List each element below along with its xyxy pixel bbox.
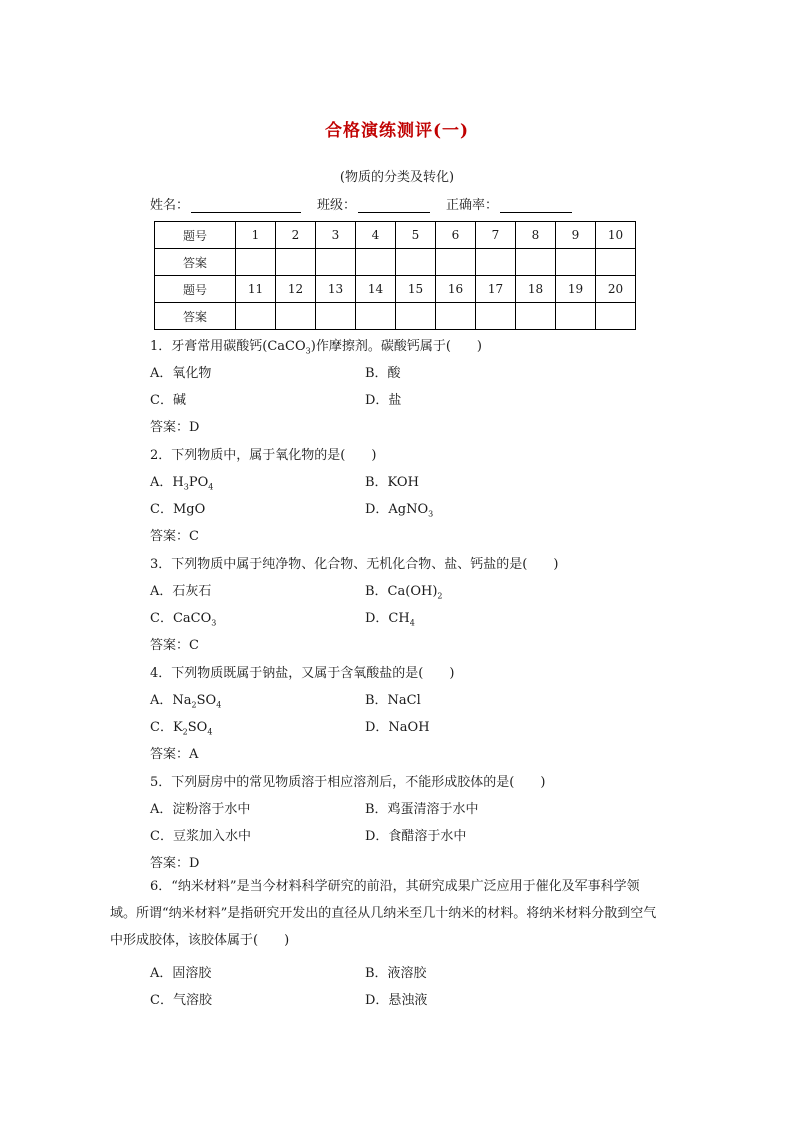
question-2-option-d: D．AgNO$_3$ xyxy=(365,502,434,519)
question-number: 16 xyxy=(436,276,476,303)
question-number: 7 xyxy=(476,222,516,249)
question-3-option-c: C．CaCO$_3$ xyxy=(150,611,217,628)
question-3-option-b: B．$Ca(OH)_2$ xyxy=(365,584,443,601)
question-4-option-a: A．$Na_2SO_4$ xyxy=(150,693,222,710)
student-info-row xyxy=(150,194,588,213)
answer-cell[interactable] xyxy=(356,249,396,276)
page-title: 合格演练测评(一) xyxy=(324,121,470,141)
answer-cell[interactable] xyxy=(596,249,636,276)
question-5-option-d: D．食醋溶于水中 xyxy=(365,829,467,844)
question-6-option-c: C．气溶胶 xyxy=(150,993,212,1008)
answer-cell[interactable] xyxy=(276,249,316,276)
question-number: 14 xyxy=(356,276,396,303)
answer-cell[interactable] xyxy=(316,249,356,276)
question-3-stem: 3．下列物质中属于纯净物、化合物、无机化合物、盐、钙盐的是( ) xyxy=(150,557,559,572)
answer-cell[interactable] xyxy=(396,249,436,276)
question-6-option-a: A．固溶胶 xyxy=(150,966,212,981)
question-number: 18 xyxy=(516,276,556,303)
question-5-stem: 5．下列厨房中的常见物质溶于相应溶剂后，不能形成胶体的是( ) xyxy=(150,775,546,790)
accuracy-label: 正确率： xyxy=(446,198,499,213)
question-number: 9 xyxy=(556,222,596,249)
answer-cell[interactable] xyxy=(476,303,516,330)
question-6-stem: 6．“纳米材料”是当今材料科学研究的前沿，其研究成果广泛应用于催化及军事科学领域。所谓“纳米材料”是指研究开发出的直径从几纳米至几十纳米的材料。将纳米材料分散到空气中形成胶体，该胶体属于( ) xyxy=(110,879,657,948)
question-5-option-a: A．淀粉溶于水中 xyxy=(150,802,251,817)
question-2-stem: 2．下列物质中，属于氧化物的是( ) xyxy=(150,448,377,463)
question-number: 8 xyxy=(516,222,556,249)
answer-cell[interactable] xyxy=(436,303,476,330)
question-number: 15 xyxy=(396,276,436,303)
question-4-option-b: B．NaCl xyxy=(365,693,421,708)
answer-cell[interactable] xyxy=(596,303,636,330)
page-subtitle: (物质的分类及转化) xyxy=(339,170,455,185)
question-number: 2 xyxy=(276,222,316,249)
question-2-option-c: C．MgO xyxy=(150,502,206,517)
question-2-answer: 答案：C xyxy=(150,529,199,544)
question-2-option-a: A．$H_3PO_4$ xyxy=(150,475,214,492)
question-5-option-b: B．鸡蛋清溶于水中 xyxy=(365,802,479,817)
question-1-option-c: C．碱 xyxy=(150,393,186,408)
question-6-option-b: B．液溶胶 xyxy=(365,966,427,981)
question-3-option-a: A．石灰石 xyxy=(150,584,212,599)
answer-cell[interactable] xyxy=(516,249,556,276)
question-number: 10 xyxy=(596,222,636,249)
question-4-answer: 答案：A xyxy=(150,747,199,762)
question-number: 4 xyxy=(356,222,396,249)
answer-cell[interactable] xyxy=(236,303,276,330)
question-3-answer: 答案：C xyxy=(150,638,199,653)
question-number: 1 xyxy=(236,222,276,249)
answer-cell[interactable] xyxy=(436,249,476,276)
question-1-option-b: B．酸 xyxy=(365,366,401,381)
question-1-stem: 1．牙膏常用碳酸钙(CaCO$_3$)作摩擦剂。碳酸钙属于( ) xyxy=(150,339,482,356)
question-number: 20 xyxy=(596,276,636,303)
answer-cell[interactable] xyxy=(556,249,596,276)
question-number: 19 xyxy=(556,276,596,303)
answer-cell[interactable] xyxy=(356,303,396,330)
table-row-numbers-a xyxy=(155,222,636,249)
question-5-option-c: C．豆浆加入水中 xyxy=(150,829,251,844)
class-blank[interactable] xyxy=(358,198,430,213)
class-label: 班级： xyxy=(317,198,357,213)
question-6-option-d: D．悬浊液 xyxy=(365,993,428,1008)
question-4-option-d: D．NaOH xyxy=(365,720,430,735)
question-4-stem: 4．下列物质既属于钠盐，又属于含氧酸盐的是( ) xyxy=(150,666,455,681)
row-head: 答案 xyxy=(155,303,236,330)
name-label: 姓名： xyxy=(150,198,190,213)
answer-cell[interactable] xyxy=(556,303,596,330)
question-4-option-c: C．$K_2SO_4$ xyxy=(150,720,213,737)
answer-cell[interactable] xyxy=(236,249,276,276)
question-number: 11 xyxy=(236,276,276,303)
question-2-option-b: B．KOH xyxy=(365,475,419,490)
question-number: 12 xyxy=(276,276,316,303)
question-1-option-a: A．氧化物 xyxy=(150,366,212,381)
answer-cell[interactable] xyxy=(396,303,436,330)
question-number: 6 xyxy=(436,222,476,249)
row-head: 题号 xyxy=(155,222,236,249)
question-number: 3 xyxy=(316,222,356,249)
table-row-answers-b xyxy=(155,303,636,330)
question-number: 17 xyxy=(476,276,516,303)
table-row-numbers-b xyxy=(155,276,636,303)
question-number: 5 xyxy=(396,222,436,249)
question-1-answer: 答案：D xyxy=(150,420,200,435)
question-3-option-d: D．$CH_4$ xyxy=(365,611,415,628)
question-5-answer: 答案：D xyxy=(150,856,200,871)
answer-cell[interactable] xyxy=(276,303,316,330)
question-number: 13 xyxy=(316,276,356,303)
name-blank[interactable] xyxy=(191,198,301,213)
row-head: 题号 xyxy=(155,276,236,303)
answer-cell[interactable] xyxy=(516,303,556,330)
question-1-option-d: D．盐 xyxy=(365,393,402,408)
answer-sheet-table xyxy=(154,221,636,330)
accuracy-blank[interactable] xyxy=(500,198,572,213)
answer-cell[interactable] xyxy=(476,249,516,276)
row-head: 答案 xyxy=(155,249,236,276)
answer-cell[interactable] xyxy=(316,303,356,330)
table-row-answers-a xyxy=(155,249,636,276)
